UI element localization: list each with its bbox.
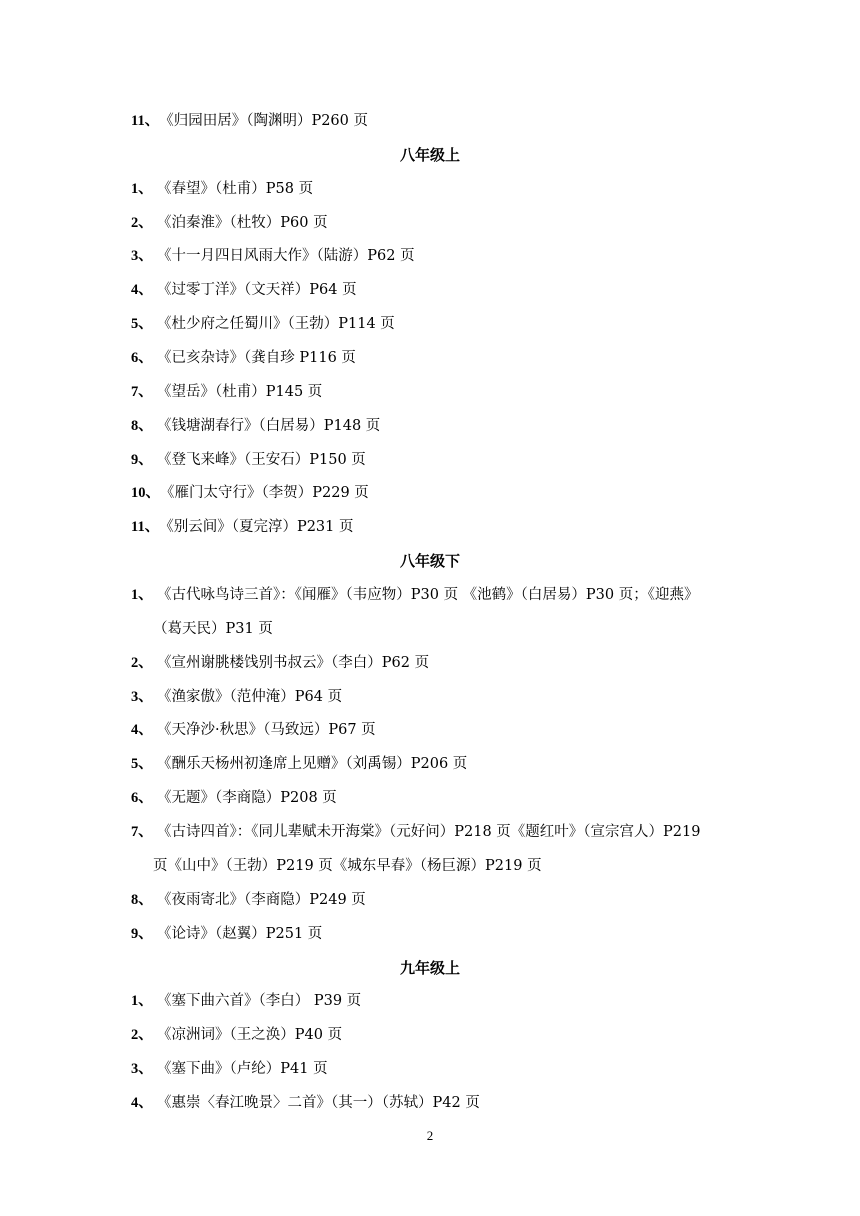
list-item (131, 1059, 328, 1079)
item-text: 《别云间》（夏完淳）P231 页 (159, 519, 354, 535)
item-number: 11、 (131, 519, 160, 535)
item-text: 《已亥杂诗》（龚自珍 P116 页 (157, 350, 356, 366)
item-number: 1、 (131, 181, 153, 197)
list-item (131, 720, 376, 740)
item-number: 2、 (131, 655, 153, 671)
item-number: 3、 (131, 248, 153, 264)
item-number: 3、 (131, 689, 153, 705)
item-text: 《古诗四首》：《同儿辈赋未开海棠》（元好问）P218 页《题红叶》（宣宗宫人）P219 (157, 824, 701, 840)
item-number: 2、 (131, 1027, 153, 1043)
list-item (131, 991, 361, 1011)
item-text: 《塞下曲六首》（李白） P39 页 (157, 993, 362, 1009)
item-text: 《泊秦淮》（杜牧）P60 页 (157, 215, 328, 231)
list-item (131, 754, 467, 774)
item-text: 《塞下曲》（卢纶）P41 页 (157, 1061, 328, 1077)
item-text: 《惠崇〈春江晚景〉二首》（其一）（苏轼）P42 页 (157, 1095, 480, 1111)
item-text: 《望岳》（杜甫）P145 页 (157, 384, 323, 400)
item-text: 《凉洲词》（王之涣）P40 页 (157, 1027, 343, 1043)
item-text: 《杜少府之任蜀川》（王勃）P114 页 (157, 316, 395, 332)
item-text: 《过零丁洋》（文天祥）P64 页 (157, 282, 357, 298)
list-item (131, 450, 366, 470)
list-item (131, 1025, 342, 1045)
list-item (131, 822, 700, 842)
item-text: 《无题》（李商隐）P208 页 (157, 790, 337, 806)
item-text: 《十一月四日风雨大作》（陆游）P62 页 (157, 248, 415, 264)
item-text: 《宣州谢朓楼饯别书叔云》（李白）P62 页 (157, 655, 430, 671)
item-number: 3、 (131, 1061, 153, 1077)
section-heading: 九年级上 (399, 959, 460, 977)
item-number: 8、 (131, 418, 153, 434)
item-text: 《钱塘湖春行》（白居易）P148 页 (157, 418, 381, 434)
item-number: 1、 (131, 993, 153, 1009)
item-number: 6、 (131, 790, 153, 806)
item-number: 4、 (131, 1095, 153, 1111)
item-text: 《古代咏鸟诗三首》：《闻雁》（韦应物）P30 页 《池鹤》（白居易）P30 页；《迎燕》 (157, 587, 699, 603)
item-text: 《登飞来峰》（王安石）P150 页 (157, 452, 366, 468)
item-number: 6、 (131, 350, 153, 366)
item-number: 8、 (131, 892, 153, 908)
page-number: 2 (426, 1128, 434, 1143)
list-item (131, 890, 366, 910)
list-item (131, 246, 415, 266)
list-item (131, 585, 699, 605)
item-number: 7、 (131, 824, 153, 840)
item-number: 1、 (131, 587, 153, 603)
item-number: 10、 (131, 485, 160, 501)
item-number: 4、 (131, 722, 153, 738)
list-item (131, 517, 354, 537)
list-item (131, 687, 342, 707)
list-item (131, 213, 328, 233)
item-text: 《春望》（杜甫）P58 页 (157, 181, 314, 197)
list-item (131, 179, 313, 199)
list-item (131, 314, 395, 334)
item-text: 《雁门太守行》（李贺）P229 页 (160, 485, 369, 501)
item-text: 《夜雨寄北》（李商隐）P249 页 (157, 892, 366, 908)
item-text: 《天净沙·秋思》（马致远）P67 页 (157, 722, 376, 738)
item-text: 《渔家傲》（范仲淹）P64 页 (157, 689, 343, 705)
item-number: 4、 (131, 282, 153, 298)
item-number: 9、 (131, 452, 153, 468)
item-text: 《酬乐天杨州初逢席上见赠》（刘禹锡）P206 页 (157, 756, 468, 772)
list-item (131, 382, 322, 402)
list-item (131, 924, 322, 944)
section-heading: 八年级下 (399, 552, 460, 570)
item-number: 5、 (131, 316, 153, 332)
list-item (131, 111, 368, 131)
list-item (131, 280, 357, 300)
list-item (131, 653, 429, 673)
item-text: 《论诗》（赵翼）P251 页 (157, 926, 323, 942)
section-heading: 八年级上 (399, 146, 460, 164)
item-number: 2、 (131, 215, 153, 231)
list-item (131, 348, 356, 368)
item-text: 《归园田居》（陶渊明）P260 页 (159, 113, 368, 129)
list-item-continuation: 页《山中》（王勃）P219 页《城东早春》（杨巨源）P219 页 (153, 858, 542, 874)
list-item-continuation: （葛天民）P31 页 (153, 621, 273, 637)
list-item (131, 788, 337, 808)
item-number: 11、 (131, 113, 160, 129)
item-number: 7、 (131, 384, 153, 400)
list-item (131, 1093, 480, 1113)
item-number: 5、 (131, 756, 153, 772)
list-item (131, 483, 369, 503)
item-number: 9、 (131, 926, 153, 942)
list-item (131, 416, 380, 436)
